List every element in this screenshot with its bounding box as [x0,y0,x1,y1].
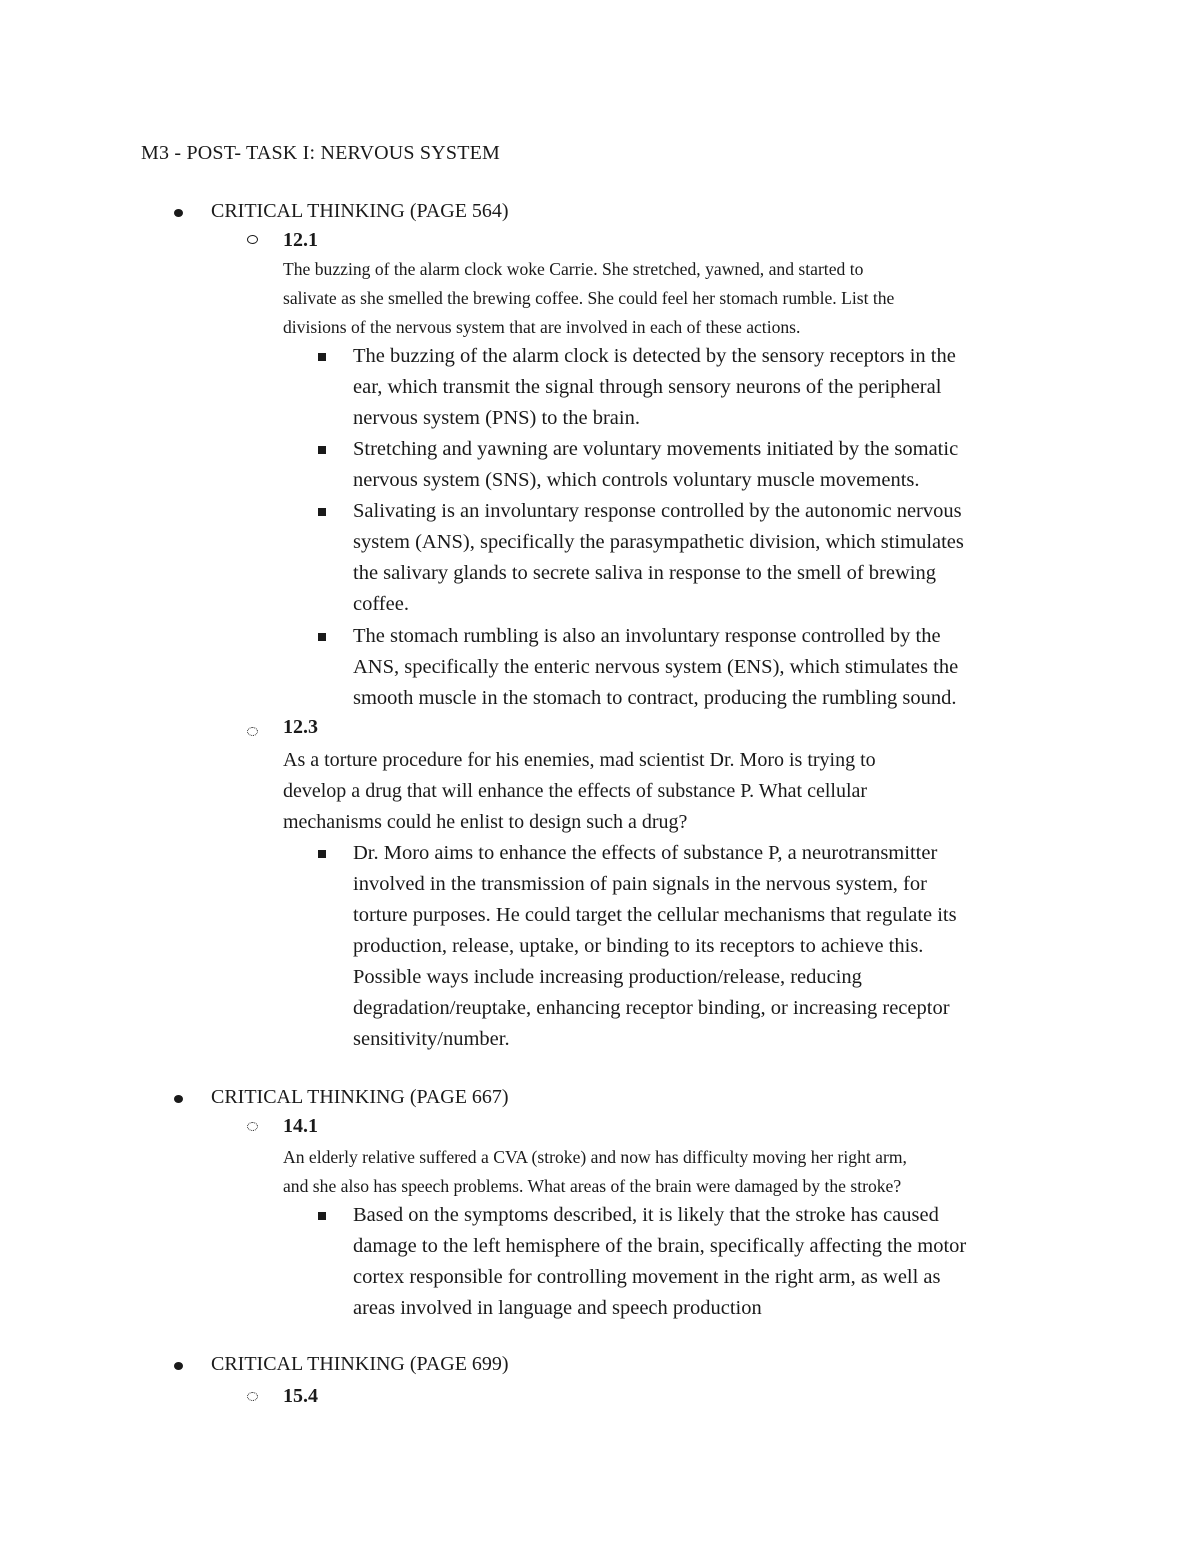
prompt-line: develop a drug that will enhance the effects of substance P. What cellular [283,780,868,802]
question-marker [247,1392,258,1401]
answer-bullet [318,508,326,516]
answer-line: Dr. Moro aims to enhance the effects of substance P, a neurotransmitter [353,842,938,864]
answer-line: system (ANS), specifically the parasympathetic division, which stimulates [353,531,964,553]
section-bullet [174,1362,183,1370]
answer-line: nervous system (SNS), which controls voluntary muscle movements. [353,469,920,491]
answer-line: involved in the transmission of pain signals in the nervous system, for [353,873,927,895]
answer-bullet [318,353,326,361]
answer-text [353,434,958,496]
prompt-line: mechanisms could he enlist to design such a drug? [283,811,688,833]
answer-text [353,496,964,620]
answer-line: sensitivity/number. [353,1028,510,1050]
answer-line: Salivating is an involuntary response controlled by the autonomic nervous [353,500,962,522]
prompt-line: and she also has speech problems. What areas of the brain were damaged by the stroke? [283,1176,902,1196]
answer-text [353,1200,966,1324]
answer-line: coffee. [353,593,409,615]
answer-line: Stretching and yawning are voluntary movements initiated by the somatic [353,438,959,460]
section-heading: CRITICAL THINKING (PAGE 667) [211,1086,509,1108]
question-prompt [283,745,876,838]
question-number: 15.4 [283,1385,318,1407]
answer-line: degradation/reuptake, enhancing receptor binding, or increasing receptor [353,997,950,1019]
page-title: M3 - POST- TASK I: NERVOUS SYSTEM [141,142,501,164]
answer-line: ear, which transmit the signal through sensory neurons of the peripheral [353,376,942,398]
answer-line: torture purposes. He could target the cellular mechanisms that regulate its [353,904,957,926]
prompt-line: The buzzing of the alarm clock woke Carrie. She stretched, yawned, and started to [283,259,864,279]
prompt-line: divisions of the nervous system that are involved in each of these actions. [283,317,801,337]
answer-line: areas involved in language and speech production [353,1297,762,1319]
answer-line: Based on the symptoms described, it is likely that the stroke has caused [353,1204,939,1226]
question-marker [247,235,258,244]
prompt-line: An elderly relative suffered a CVA (stroke) and now has difficulty moving her right arm, [283,1147,907,1167]
answer-bullet [318,633,326,641]
answer-line: The buzzing of the alarm clock is detected by the sensory receptors in the [353,345,956,367]
question-marker [247,727,258,736]
answer-line: The stomach rumbling is also an involuntary response controlled by the [353,625,941,647]
answer-line: the salivary glands to secrete saliva in response to the smell of brewing [353,562,936,584]
answer-text [353,621,958,714]
question-marker [247,1122,258,1131]
answer-line: smooth muscle in the stomach to contract, producing the rumbling sound. [353,687,957,709]
answer-line: Possible ways include increasing production/release, reducing [353,966,862,988]
question-prompt [283,255,894,342]
answer-line: production, release, uptake, or binding to its receptors to achieve this. [353,935,924,957]
question-prompt [283,1143,907,1201]
answer-line: nervous system (PNS) to the brain. [353,407,640,429]
answer-bullet [318,446,326,454]
question-number: 14.1 [283,1115,318,1137]
section-bullet [174,209,183,217]
question-number: 12.1 [283,229,318,251]
prompt-line: As a torture procedure for his enemies, mad scientist Dr. Moro is trying to [283,749,876,771]
answer-bullet [318,850,326,858]
section-heading: CRITICAL THINKING (PAGE 699) [211,1353,509,1375]
answer-text [353,838,957,1055]
answer-bullet [318,1212,326,1220]
answer-line: ANS, specifically the enteric nervous system (ENS), which stimulates the [353,656,959,678]
answer-line: damage to the left hemisphere of the brain, specifically affecting the motor [353,1235,967,1257]
prompt-line: salivate as she smelled the brewing coffee. She could feel her stomach rumble. List the [283,288,895,308]
section-heading: CRITICAL THINKING (PAGE 564) [211,200,509,222]
answer-text [353,341,956,434]
answer-line: cortex responsible for controlling movement in the right arm, as well as [353,1266,941,1288]
section-bullet [174,1095,183,1103]
question-number: 12.3 [283,716,318,738]
